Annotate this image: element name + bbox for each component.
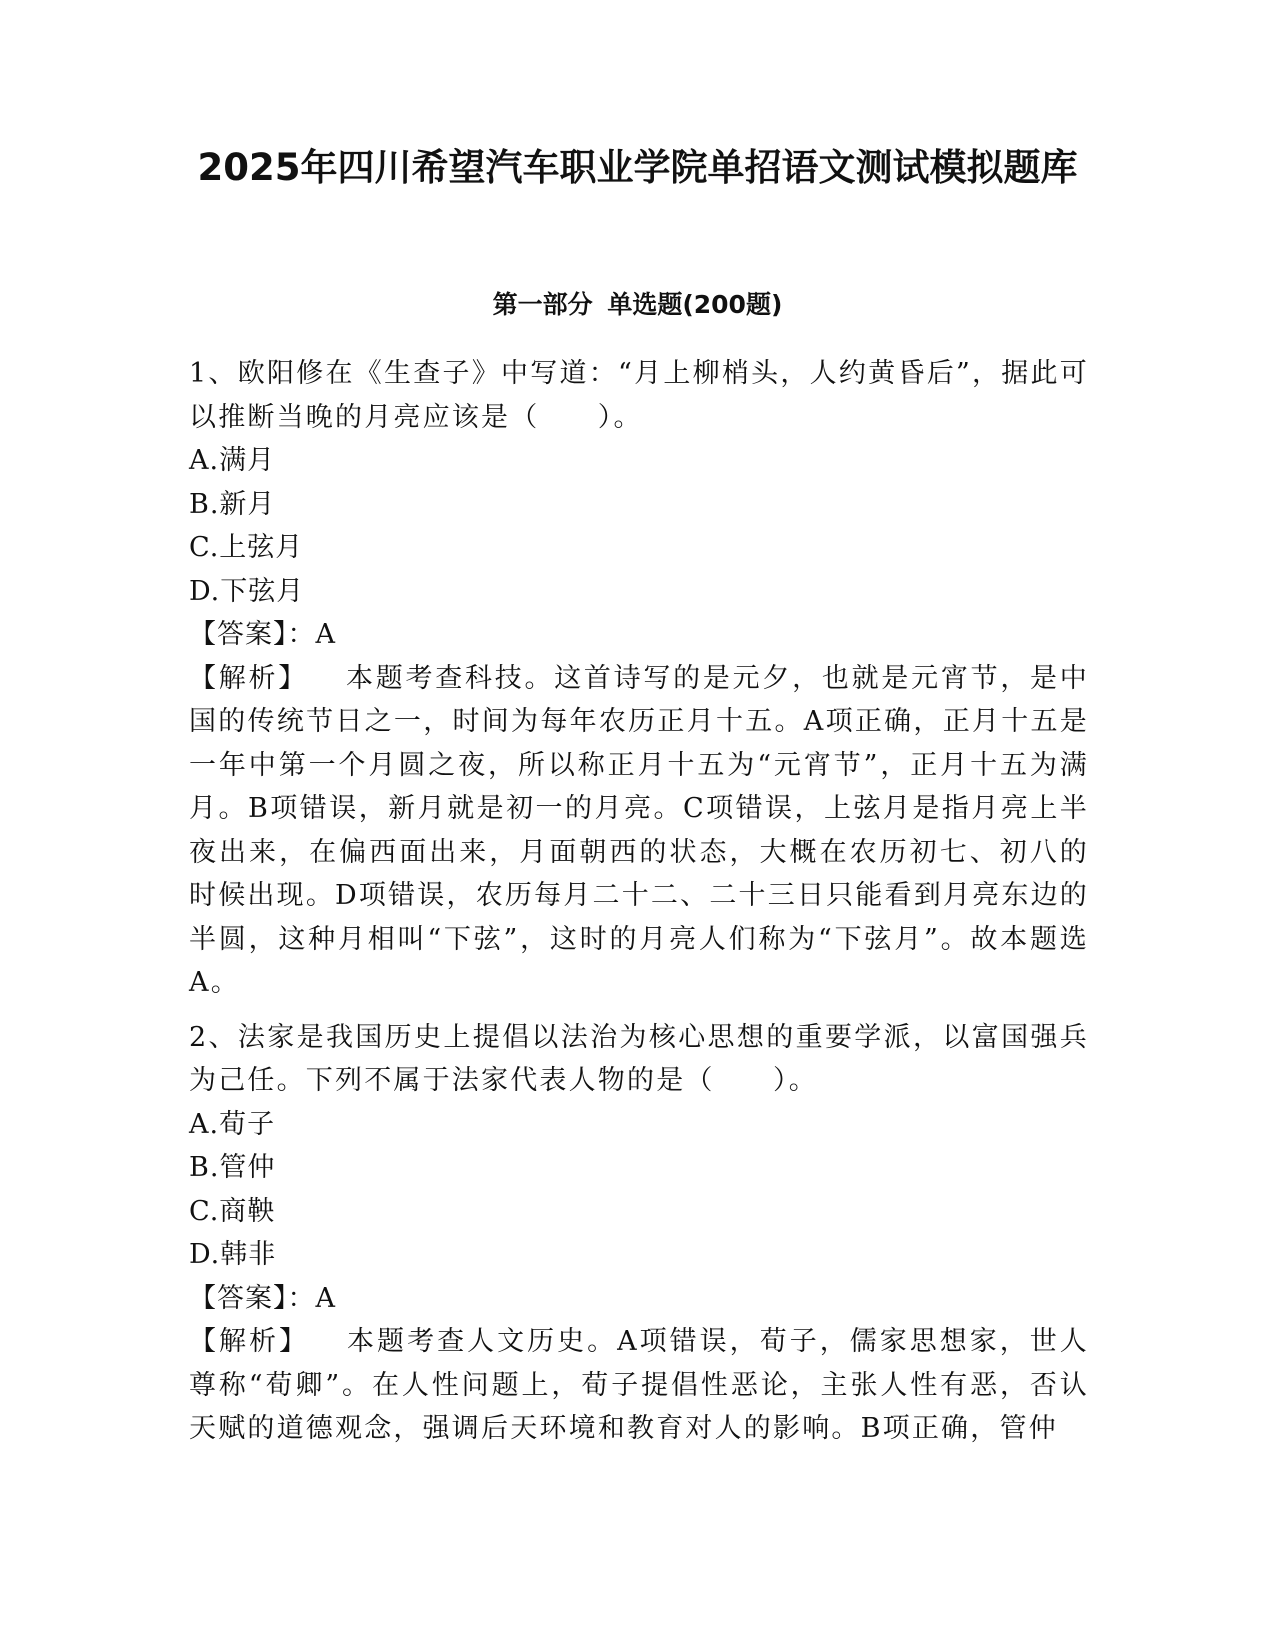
analysis-label: 【解析】 <box>189 662 308 694</box>
answer-value: A <box>315 619 336 650</box>
answer-line <box>189 613 1089 657</box>
question-2 <box>189 1016 1089 1451</box>
option-a: A.满月 <box>189 445 276 476</box>
analysis-text: 本题考查科技。这首诗写的是元夕，也就是元宵节，是中国的传统节日之一，时间为每年农历正月十五。A项正确，正月十五是一年中第一个月圆之夜，所以称正月十五为“元宵节”，正月十五为满月。B项错误，新月就是初一的月亮。C项错误，上弦月是指月亮上半夜出来，在偏西面出来，月面朝西的状态，大概在农历初七、初八的时候出现。D项错误，农历每月二十二、二十三日只能看到月亮东边的半圆，这种月相叫“下弦”，这时的月亮人们称为“下弦月”。故本题选A。 <box>189 662 1090 998</box>
option-d: D.韩非 <box>189 1239 277 1270</box>
analysis-paragraph <box>189 657 1089 1005</box>
document-title: 2025年四川希望汽车职业学院单招语文测试模拟题库 <box>197 146 1078 189</box>
answer-label: 【答案】： <box>189 619 316 650</box>
answer-line <box>189 1277 1089 1321</box>
option-a: A.荀子 <box>189 1108 276 1140</box>
option-c: C.上弦月 <box>189 532 304 563</box>
analysis-text: 本题考查人文历史。A项错误，荀子，儒家思想家，世人尊称“荀卿”。在人性问题上，荀子提倡性恶论，主张人性有恶，否认天赋的道德观念，强调后天环境和教育对人的影响。B项正确，管仲 <box>189 1326 1089 1444</box>
answer-label: 【答案】： <box>189 1282 316 1314</box>
section-heading: 第一部分 单选题(200题) <box>492 290 783 319</box>
analysis-label: 【解析】 <box>189 1326 310 1357</box>
answer-value: A <box>315 1282 336 1314</box>
analysis-paragraph <box>189 1320 1089 1451</box>
option-b: B.新月 <box>189 488 276 520</box>
question-stem: 2、法家是我国历史上提倡以法治为核心思想的重要学派，以富国强兵为己任。下列不属于法家代表人物的是（ ）。 <box>189 1021 1089 1096</box>
option-b: B.管仲 <box>189 1152 276 1183</box>
option-c: C.商鞅 <box>189 1195 276 1227</box>
question-list <box>189 352 1089 1462</box>
option-d: D.下弦月 <box>189 575 305 607</box>
question-1 <box>189 352 1089 1005</box>
question-stem: 1、欧阳修在《生查子》中写道：“月上柳梢头，人约黄昏后”，据此可以推断当晚的月亮应该是（ ）。 <box>189 358 1089 433</box>
